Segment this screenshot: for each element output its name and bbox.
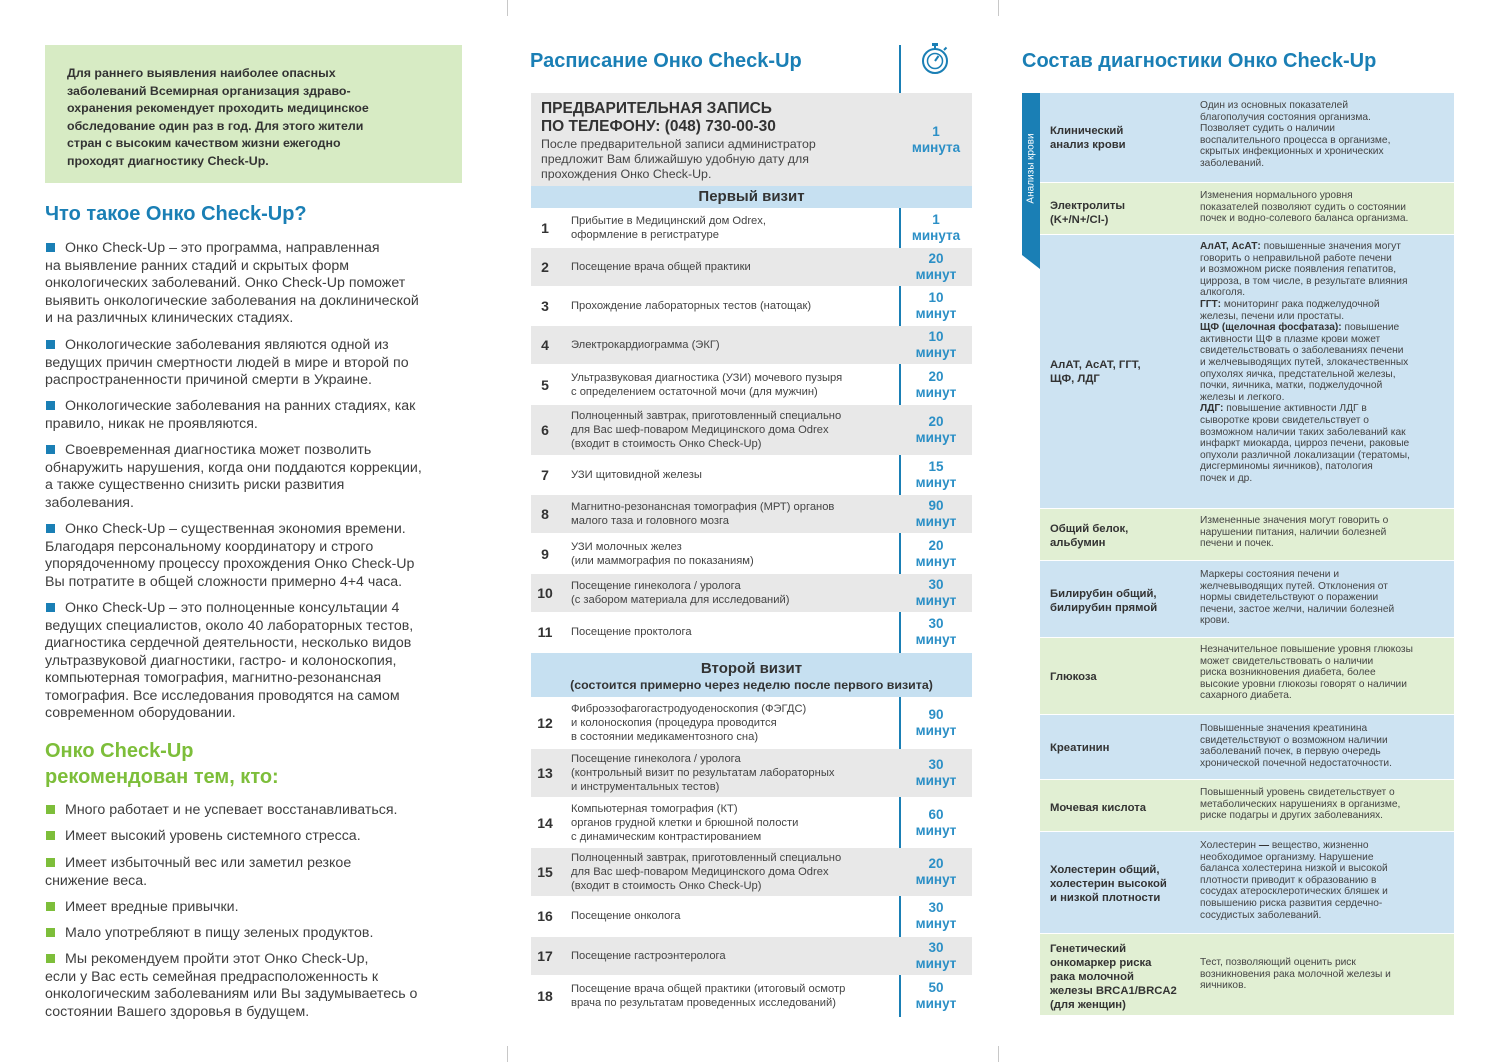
step-duration: 60 минут: [915, 806, 957, 838]
diagnostic-row: [1040, 93, 1454, 182]
description-text: мониторинг рака поджелудочной железы, печени или простаты.: [1200, 298, 1380, 322]
bullet-square-icon: [46, 401, 55, 410]
step-number: 10: [537, 585, 553, 601]
description-text: Холестерин: [1200, 840, 1259, 851]
what-item: Онко Check-Up – это программа, направленная на выявление ранних стадий и скрытых форм онкологических заболеваний. Онко Check-Up поможет выявить онкологические заболевания на доклинической и на различных клинических стадиях.: [45, 240, 419, 326]
bullet-square-icon: [46, 928, 55, 937]
diagnostics-title: Состав диагностики Онко Check-Up: [1022, 50, 1377, 72]
visit2-title: Второй визит: [700, 660, 803, 677]
step-number: 1: [541, 220, 549, 236]
bullet-square-icon: [46, 524, 55, 533]
bullet-square-icon: [46, 831, 55, 840]
schedule-row: [531, 749, 972, 797]
booking-text: После предварительной записи администратор предложит Вам ближайшую удобную дату для прохождения Онко Check-Up.: [541, 137, 816, 181]
rec-item: Мы рекомендуем пройти этот Онко Check-Up, если у Вас есть семейная предрасположенность к онкологическим заболеваниям или Вы задумываетесь о состоянии Вашего здоровья в будущем.: [45, 951, 418, 1020]
description-text: повышенные значения могут говорить о неправильной работе печени и возможном риске появления гепатитов, цирроза, в том числе, в результате влияния алкоголя.: [1200, 241, 1408, 299]
step-duration: 30 минут: [915, 577, 957, 608]
what-item: Онкологические заболевания на ранних стадиях, как правило, никак не проявляются.: [45, 398, 416, 432]
step-duration: 30 минут: [915, 616, 957, 647]
step-text: Прохождение лабораторных тестов (натощак): [571, 300, 812, 312]
step-text: Посещение врача общей практики: [571, 261, 751, 273]
step-text: Посещение гинеколога / уролога (контрольный визит по результатам лабораторных и инструментальных тестов): [571, 753, 835, 793]
diagnostic-row: [1040, 832, 1454, 933]
step-number: 15: [537, 864, 553, 880]
step-text: Посещение проктолога: [571, 626, 692, 638]
step-text: Посещение онколога: [571, 910, 681, 922]
step-text: Фиброэзофагогастродуоденоскопия (ФЭГДС) и колоноскопия (процедура проводится в состоянии медикаментозного сна): [571, 703, 807, 743]
step-number: 9: [541, 546, 549, 562]
diagnostic-name: Креатинин: [1050, 742, 1110, 754]
description-bold: —: [1258, 840, 1270, 851]
schedule-row: [531, 613, 972, 651]
diagnostic-row: [1040, 780, 1454, 831]
schedule-row: [531, 405, 972, 455]
diagnostic-description: Тест, позволяющий оценить риск возникновения рака молочной железы и яичников.: [1200, 957, 1391, 992]
diagnostic-description: Маркеры состояния печени и желчевыводящих путей. Отклонения от нормы свидетельствуют о поражении печени, застое желчи, наличии болезней крови.: [1200, 569, 1395, 627]
fold-line-top-right: [998, 0, 999, 16]
diagnostic-name: Мочевая кислота: [1050, 802, 1147, 814]
step-duration: 1 минута: [911, 212, 961, 243]
description-bold: ГГТ:: [1200, 298, 1222, 310]
diagnostic-row: [1040, 509, 1454, 560]
diagnostic-row: [1040, 183, 1454, 234]
rec-item: Имеет избыточный вес или заметил резкое снижение веса.: [45, 855, 352, 889]
step-duration: 20 минут: [915, 369, 957, 400]
schedule-row: [531, 848, 972, 896]
step-duration: 30 минут: [915, 757, 957, 788]
description-bold: ЛДГ:: [1200, 403, 1224, 415]
step-duration: 20 минут: [915, 538, 957, 569]
description-text: повышение активности ЩФ в плазме крови может свидетельствовать о заболеваниях печени и желчевыводящих путей, злокачественных опухолях яичка, предстательной железы, почки, яичника, матки, поджелудочной железы и легкого.: [1200, 322, 1409, 403]
diagnostic-name: Электролиты (K+/N+/Cl-): [1050, 200, 1126, 226]
bullet-square-icon: [46, 243, 55, 252]
step-duration: 20 минут: [915, 856, 957, 887]
diagnostic-name: Общий белок, альбумин: [1050, 523, 1129, 549]
step-duration: 15 минут: [915, 459, 957, 490]
schedule-row: [531, 209, 972, 247]
step-number: 13: [537, 765, 553, 781]
step-number: 12: [537, 715, 553, 731]
step-number: 6: [541, 422, 549, 438]
step-text: Посещение гинеколога / уролога (с забором материала для исследований): [571, 580, 790, 606]
step-text: Посещение врача общей практики (итоговый осмотр врача по результатам проведенных исследований): [571, 983, 846, 1009]
stopwatch-icon: [920, 42, 950, 76]
schedule-row: [531, 937, 972, 975]
diagnostic-name: Генетический онкомаркер риска рака молочной железы BRCA1/BRCA2 (для женщин): [1050, 943, 1177, 1011]
step-text: УЗИ молочных желез (или маммография по показаниям): [571, 541, 754, 567]
booking-title: ПРЕДВАРИТЕЛЬНАЯ ЗАПИСЬ ПО ТЕЛЕФОНУ: (048) 730-00-30: [541, 100, 776, 135]
step-duration: 20 минут: [915, 251, 957, 282]
step-number: 2: [541, 259, 549, 275]
fold-line-bottom-left: [507, 1046, 508, 1062]
bullet-square-icon: [46, 954, 55, 963]
diagnostic-name: Холестерин общий, холестерин высокой и низкой плотности: [1050, 864, 1167, 904]
step-duration: 30 минут: [915, 900, 957, 931]
step-duration: 90 минут: [915, 707, 957, 738]
schedule-row: [531, 976, 972, 1016]
schedule-row: [531, 897, 972, 935]
rec-item: Имеет высокий уровень системного стресса.: [45, 828, 475, 846]
step-number: 18: [537, 988, 553, 1004]
step-duration: 50 минут: [915, 980, 957, 1011]
step-number: 3: [541, 298, 549, 314]
diagnostic-name: Клинический анализ крови: [1050, 125, 1126, 151]
step-number: 17: [537, 948, 553, 964]
rec-item: Много работает и не успевает восстанавливаться.: [45, 802, 475, 820]
diagnostic-description: Измененные значения могут говорить о нарушении питания, наличии болезней печени и почек.: [1200, 515, 1389, 550]
what-is-title: Что такое Онко Check-Up?: [45, 203, 307, 225]
schedule-row: [531, 326, 972, 364]
step-number: 14: [537, 814, 553, 831]
diagnostic-description: [1200, 840, 1444, 921]
step-duration: 20 минут: [915, 414, 957, 445]
visit1-header: Первый визит: [531, 186, 972, 208]
description-bold: ЩФ (щелочная фосфатаза):: [1200, 322, 1342, 334]
rec-item: Мало употребляют в пищу зеленых продуктов.: [45, 925, 475, 943]
visit2-subtitle: (состоится примерно через неделю после первого визита): [570, 678, 933, 692]
step-duration: 30 минут: [915, 940, 957, 971]
tab-label: Анализы крови: [1025, 133, 1037, 204]
diagnostic-row: [1040, 934, 1454, 1015]
fold-line-bottom-right: [998, 1046, 999, 1062]
blood-tests-tab: [1022, 93, 1040, 255]
diagnostic-description: Повышенные значения креатинина свидетельствуют о возможном наличии заболеваний почек, в первую очередь хронической почечной недостаточности.: [1200, 723, 1392, 769]
bullet-square-icon: [46, 805, 55, 814]
diagnostic-description: Изменения нормального уровня показателей позволяют судить о состоянии почек и водно-солевого баланса организма.: [1200, 190, 1409, 225]
step-number: 4: [541, 337, 549, 353]
what-item: Онкологические заболевания являются одной из ведущих причин смертности людей в мире и второй по распространенности причиной смерти в Украине.: [45, 337, 409, 388]
step-text: Электрокардиограмма (ЭКГ): [571, 339, 720, 351]
schedule-row: [531, 535, 972, 573]
step-number: 11: [537, 624, 553, 640]
diagnostic-description: Один из основных показателей благополучия состояния организма. Позволяет судить о наличии воспалительного процесса в организме, скрытых инфекционных и хронических заболеваний.: [1200, 100, 1391, 169]
diagnostic-row: [1040, 235, 1454, 508]
rec-item: Имеет вредные привычки.: [45, 899, 475, 917]
step-number: 16: [537, 908, 553, 924]
step-text: Прибытие в Медицинский дом Odrex, оформление в регистратуре: [571, 215, 766, 241]
schedule-title: Расписание Онко Check-Up: [530, 50, 802, 72]
diagnostic-row: [1040, 638, 1454, 714]
step-text: Ультразвуковая диагностика (УЗИ) мочевого пузыря с определением остаточной мочи (для мужчин): [571, 372, 843, 398]
schedule-row: [531, 366, 972, 404]
schedule-row: [531, 248, 972, 286]
diagnostic-row: [1040, 561, 1454, 637]
diagnostic-name: АлАТ, АсАТ, ГГТ, ЩФ, ЛДГ: [1050, 359, 1141, 385]
diagnostic-name: Глюкоза: [1050, 671, 1097, 683]
schedule-row: [531, 574, 972, 612]
step-duration: 10 минут: [915, 290, 957, 321]
schedule-row: [531, 699, 972, 747]
what-item: Онко Check-Up – существенная экономия времени. Благодаря персональному координатору и строго упорядоченному процессу прохождения Онко Check-Up Вы потратите в общей сложности примерно 4+4 часа.: [45, 521, 415, 590]
step-text: УЗИ щитовидной железы: [571, 469, 702, 481]
bullet-square-icon: [46, 902, 55, 911]
schedule-row: [531, 456, 972, 494]
diagnostic-description: Повышенный уровень свидетельствует о метаболических нарушениях в организме, риске подагры и других заболеваниях.: [1200, 787, 1401, 822]
step-duration: 10 минут: [915, 329, 957, 360]
diagnostic-description: Незначительное повышение уровня глюкозы может свидетельствовать о наличии риска возникновения диабета, более высокие уровни глюкозы говорят о наличии сахарного диабета.: [1200, 644, 1413, 702]
diagnostic-row: [1040, 715, 1454, 779]
intro-box: Для раннего выявления наиболее опасных заболеваний Всемирная организация здраво- охранения рекомендует проходить медицинское обследование один раз в год. Для этого жители стран с высоким качеством жизни ежегодно проходят диагностику Check-Up.: [45, 45, 462, 183]
recommended-title: Онко Check-Up рекомендован тем, кто:: [45, 740, 279, 788]
what-item: Онко Check-Up – это полноценные консультации 4 ведущих специалистов, около 40 лабораторных тестов, диагностика сердечной деятельности, несколько видов ультразвуковой диагностики, гастро- и колоноскопия, компьютерная томография, магнитно-резонансная томография. Все исследования проводятся на самом современном оборудовании.: [45, 600, 414, 721]
description-text: вещество, жизненно необходимое организму. Нарушение баланса холестерина низкой и высокой плотности приводит к образованию в сосудах атеросклеротических бляшек и повышению риска развития сердечно- сосудистых заболеваний.: [1200, 840, 1388, 921]
step-text: Компьютерная томография (КТ) органов грудной клетки и брюшной полости с динамическим контрастированием: [571, 802, 799, 843]
step-number: 7: [541, 467, 549, 483]
description-text: повышение активности ЛДГ в сыворотке крови свидетельствует о возможном наличии таких заболеваний как инфаркт миокарда, цирроз печени, раковые опухоли различной локализации (тератомы, дисгерминомы яичников), патология почек и др.: [1200, 403, 1410, 484]
schedule-row: [531, 287, 972, 325]
bullet-square-icon: [46, 603, 55, 612]
step-text: Полноценный завтрак, приготовленный специально для Вас шеф-поваром Медицинского дома Odrex (входит в стоимость Онко Check-Up): [571, 410, 842, 450]
bullet-square-icon: [46, 445, 55, 454]
description-bold: АлАТ, АсАТ:: [1200, 241, 1261, 252]
step-text: Магнитно-резонансная томография (МРТ) органов малого таза и головного мозга: [571, 501, 835, 527]
tab-tip: [1022, 255, 1040, 269]
step-text: Посещение гастроэнтеролога: [571, 950, 726, 962]
step-text: Полноценный завтрак, приготовленный специально для Вас шеф-поваром Медицинского дома Odrex (входит в стоимость Онко Check-Up): [571, 852, 842, 892]
schedule-row: [531, 495, 972, 533]
fold-line-top-left: [507, 0, 508, 16]
schedule-row: [531, 798, 972, 847]
diagnostic-description: [1200, 241, 1444, 484]
booking-block: [531, 93, 972, 186]
step-number: 5: [541, 377, 549, 393]
step-duration: 90 минут: [915, 498, 957, 529]
diagnostic-name: Билирубин общий, билирубин прямой: [1050, 588, 1158, 614]
duration: 1 минута: [911, 124, 961, 155]
bullet-square-icon: [46, 858, 55, 867]
bullet-square-icon: [46, 340, 55, 349]
what-item: Своевременная диагностика может позволить обнаружить нарушения, когда они поддаются коррекции, а также существенно снизить риски развития заболевания.: [45, 442, 422, 511]
visit2-header: [531, 653, 972, 697]
step-number: 8: [541, 506, 549, 522]
